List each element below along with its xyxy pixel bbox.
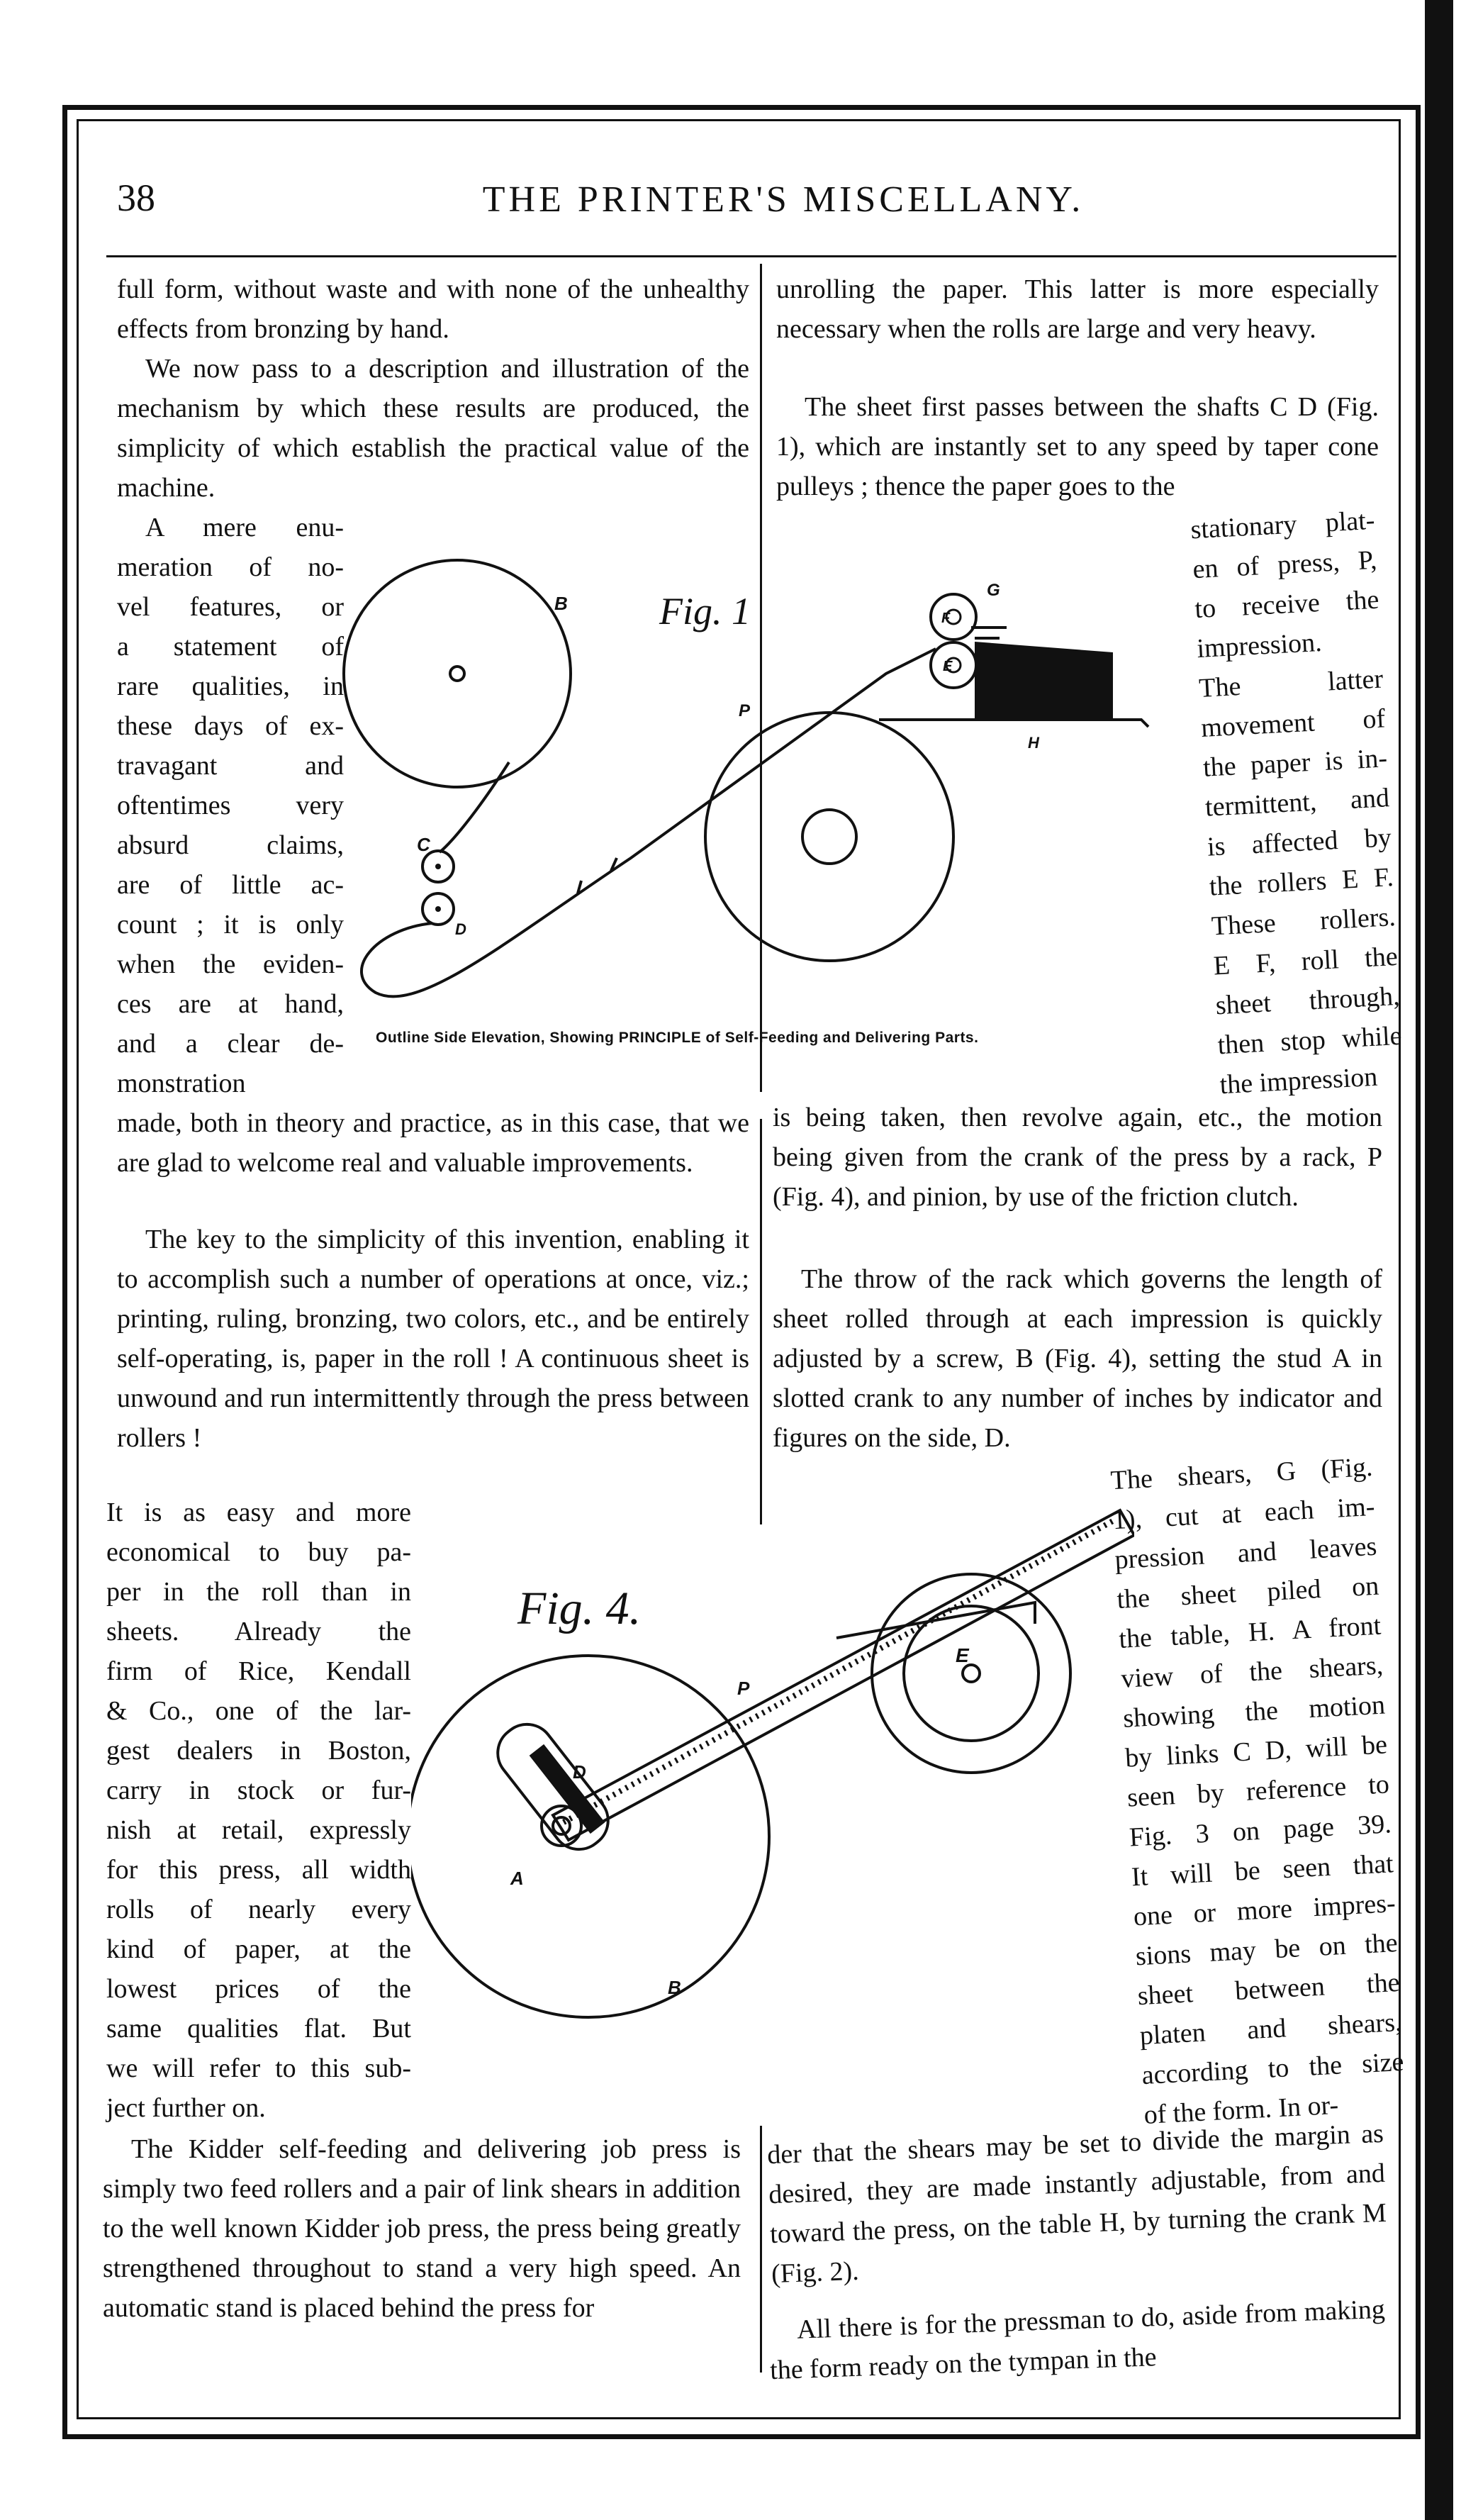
text-line: rare qualities, in bbox=[117, 671, 344, 701]
text-line: showing the motion bbox=[1122, 1690, 1386, 1734]
text-line: same qualities flat. But bbox=[106, 2014, 411, 2044]
text-line: firm of Rice, Kendall bbox=[106, 1656, 411, 1686]
text-line: ject further on. bbox=[106, 2093, 266, 2123]
right-paragraph-3-wrapped bbox=[1109, 1447, 1406, 2135]
text-line: These rollers. bbox=[1210, 901, 1396, 942]
text-line: It is as easy and more bbox=[106, 1498, 411, 1527]
text-line: ces are at hand, bbox=[117, 989, 344, 1019]
text-line: seen by reference to bbox=[1126, 1769, 1390, 1813]
text-line: The shears, G (Fig. bbox=[1109, 1451, 1374, 1496]
text-line: count ; it is only bbox=[117, 910, 344, 940]
text-line: impression. bbox=[1196, 627, 1323, 664]
text-line: vel features, or bbox=[117, 592, 344, 622]
text-line: gest dealers in Boston, bbox=[106, 1736, 411, 1766]
text-line: nish at retail, expressly bbox=[106, 1815, 411, 1845]
right-paragraph-2-wrapped bbox=[1189, 501, 1405, 1105]
text-line: oftentimes very bbox=[117, 791, 344, 820]
left-paragraph-5-wrapped bbox=[106, 1493, 411, 2128]
text-line: Fig. 3 on page 39. bbox=[1129, 1809, 1392, 1853]
text-line: monstration bbox=[117, 1069, 246, 1098]
page-number: 38 bbox=[117, 177, 155, 219]
page-binding-edge bbox=[1425, 0, 1453, 2520]
text-line: to receive the bbox=[1194, 584, 1380, 625]
text-line: is affected by bbox=[1207, 823, 1392, 862]
text-line: carry in stock or fur- bbox=[106, 1775, 411, 1805]
column-rule-middle bbox=[760, 1119, 762, 1524]
fig1-label-p: P bbox=[739, 701, 751, 720]
fig1-label-d: D bbox=[455, 920, 466, 938]
text-line: the impression bbox=[1219, 1061, 1379, 1100]
text-line: view of the shears, bbox=[1120, 1650, 1384, 1694]
text-line: per in the roll than in bbox=[106, 1577, 411, 1607]
text-line: sheet between the bbox=[1136, 1967, 1401, 2012]
text-line: lowest prices of the bbox=[106, 1974, 411, 2004]
text-line: kind of paper, at the bbox=[106, 1934, 411, 1964]
fig1-label-e: E bbox=[943, 659, 953, 674]
header-rule bbox=[106, 255, 1396, 257]
text-line: stationary plat- bbox=[1189, 505, 1376, 545]
right-paragraph-2: The sheet first passes between the shafts C D (Fig. 1), which are instantly set to any speed by taper cone pulleys ; thence the paper goes to the bbox=[776, 392, 1379, 501]
text-line: when the eviden- bbox=[117, 949, 344, 979]
pinion-e bbox=[872, 1574, 1070, 1773]
text-line: termittent, and bbox=[1204, 783, 1390, 823]
right-paragraph-3: The throw of the rack which governs the length of sheet rolled through at each impression is quickly adjusted by a screw, B (Fig. 4), setting the stud A in slotted crank to any number of inches by indicator and figures on the side, D. bbox=[773, 1264, 1382, 1453]
text-line: en of press, P, bbox=[1192, 545, 1378, 585]
text-line: of the form. In or- bbox=[1143, 2090, 1340, 2131]
fig4-label-d: D bbox=[573, 1761, 586, 1783]
text-line: A mere enu- bbox=[145, 513, 344, 542]
fig1-label-h: H bbox=[1028, 734, 1039, 752]
text-line: by links C D, will be bbox=[1124, 1729, 1388, 1773]
text-line: E F, roll the bbox=[1212, 941, 1399, 981]
left-paragraph-3-wrapped bbox=[117, 508, 344, 1103]
press-disk bbox=[705, 713, 953, 961]
left-paragraph-2: We now pass to a description and illustration of the mechanism by which these results are produced, the simplicity of which establish the practical value of the machine. bbox=[117, 354, 749, 503]
text-line: sheet through, bbox=[1214, 981, 1401, 1021]
fig4-label-p: P bbox=[737, 1678, 750, 1699]
text-line: travagant and bbox=[117, 751, 344, 781]
right-paragraph-5: All there is for the pressman to do, aside from making the form ready on the tympan in the bbox=[769, 2294, 1386, 2386]
fig4-label-a: A bbox=[510, 1868, 524, 1889]
left-paragraph-4: The key to the simplicity of this invention, enabling it to accomplish such a number of operations at once, viz.; printing, ruling, bronzing, two colors, etc., and be entirely self-operating, is, paper in the roll ! A continuous sheet is unwound and run intermittently through the press between rollers ! bbox=[117, 1225, 749, 1453]
text-line: movement of bbox=[1200, 703, 1387, 743]
fig1-label-c: C bbox=[417, 834, 430, 855]
text-line: the rollers E F. bbox=[1208, 862, 1394, 902]
text-line: these days of ex- bbox=[117, 711, 344, 741]
right-paragraph-2-continued: is being taken, then revolve again, etc., the motion being given from the crank of the press by a rack, P (Fig. 4), and pinion, by use of the friction clutch. bbox=[773, 1103, 1382, 1212]
text-line: meration of no- bbox=[117, 552, 344, 582]
text-line: The latter bbox=[1198, 664, 1384, 704]
text-line: absurd claims, bbox=[117, 830, 344, 860]
text-line: we will refer to this sub- bbox=[106, 2053, 411, 2083]
fig1-caption: Outline Side Elevation, Showing PRINCIPLE of Self-Feeding and Delivering Parts. bbox=[376, 1030, 979, 1046]
text-line: pression and leaves bbox=[1114, 1531, 1378, 1576]
text-line: sions may be on the bbox=[1134, 1928, 1399, 1972]
fig1-label-b: B bbox=[554, 593, 568, 614]
text-line: are of little ac- bbox=[117, 870, 344, 900]
running-title: THE PRINTER'S MISCELLANY. bbox=[482, 179, 1085, 220]
text-line: It will be seen that bbox=[1131, 1849, 1394, 1892]
text-line: then stop while bbox=[1216, 1020, 1403, 1061]
fig1-title: Fig. 1 bbox=[659, 590, 751, 632]
text-line: the table, H. A front bbox=[1118, 1610, 1382, 1654]
text-line: and a clear de- bbox=[117, 1029, 344, 1059]
fig1-label-g: G bbox=[987, 581, 1000, 600]
fig4-label-b: B bbox=[668, 1977, 681, 1998]
right-paragraph-1: unrolling the paper. This latter is more especially necessary when the rolls are large and very heavy. bbox=[776, 274, 1379, 344]
text-line: according to the size bbox=[1141, 2046, 1405, 2091]
left-paragraph-6: The Kidder self-feeding and delivering job press is simply two feed rollers and a pair of link shears in addition to the well known Kidder job press, the press being greatly strengthened throughout to stand a very high speed. An automatic stand is placed behind the press for bbox=[103, 2134, 741, 2323]
text-line: & Co., one of the lar- bbox=[106, 1696, 411, 1726]
figure-4-diagram bbox=[411, 1482, 1134, 2092]
text-line: platen and shears, bbox=[1138, 2007, 1403, 2051]
column-rule-lower bbox=[760, 2126, 762, 2373]
fig4-title: Fig. 4. bbox=[517, 1583, 642, 1634]
figure-1-diagram bbox=[333, 546, 1198, 1035]
paper-roll-b bbox=[344, 560, 571, 787]
fig4-label-e: E bbox=[956, 1644, 969, 1666]
right-paragraph-4: der that the shears may be set to divide the margin as desired, they are made instantly adjustable, from and toward the press, on the table H, by turning the crank M (Fig. 2). bbox=[766, 2118, 1387, 2290]
left-paragraph-3-continued: made, both in theory and practice, as in this case, that we are glad to welcome real and valuable improvements. bbox=[117, 1108, 749, 1178]
text-line: the paper is in- bbox=[1202, 743, 1388, 783]
fig1-label-f: F bbox=[941, 611, 951, 626]
text-line: sheets. Already the bbox=[106, 1617, 411, 1646]
text-line: for this press, all width bbox=[106, 1855, 411, 1885]
text-line: 1), cut at each im- bbox=[1112, 1491, 1376, 1536]
text-line: a statement of bbox=[117, 632, 344, 662]
left-paragraph-1: full form, without waste and with none of the unhealthy effects from bronzing by hand. bbox=[117, 274, 749, 344]
text-line: one or more impres- bbox=[1132, 1888, 1396, 1932]
crank-disk-b bbox=[411, 1656, 769, 2017]
text-line: the sheet piled on bbox=[1116, 1571, 1380, 1615]
text-line: economical to buy pa- bbox=[106, 1537, 411, 1567]
text-line: rolls of nearly every bbox=[106, 1895, 411, 1924]
